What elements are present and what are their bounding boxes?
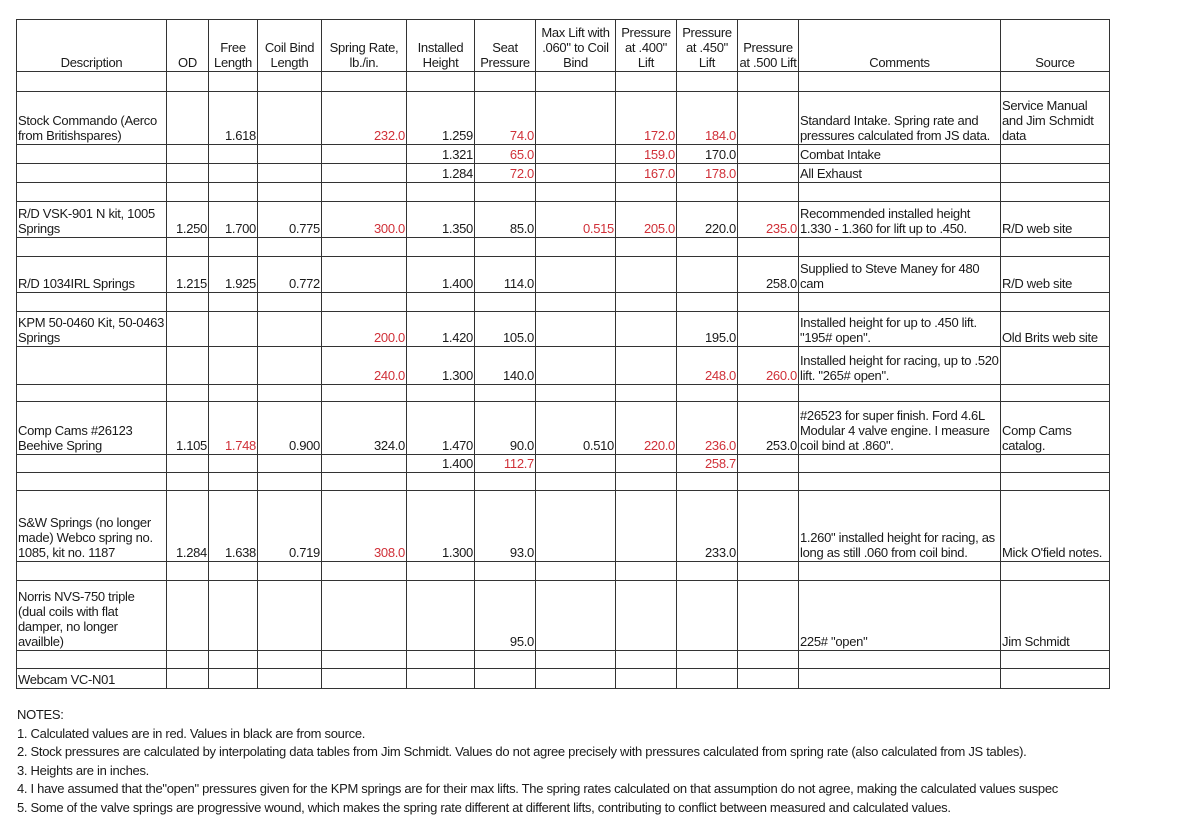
cell-pressure-450: 178.0	[677, 164, 738, 183]
cell-pressure-400	[616, 347, 677, 385]
cell-free-length	[209, 669, 258, 689]
cell-pressure-450	[677, 669, 738, 689]
cell-pressure-400	[616, 455, 677, 473]
cell-source: Mick O'field notes.	[1001, 491, 1110, 562]
cell-description: R/D 1034IRL Springs	[17, 257, 167, 293]
cell-pressure-500	[738, 312, 799, 347]
note-item: 4. I have assumed that the"open" pressures given for the KPM springs are for their max lifts. The spring rates calculated on that assumption do not agree, making the calculated values suspec	[17, 781, 1058, 796]
cell-od: 1.215	[167, 257, 209, 293]
spacer-row	[17, 183, 1110, 202]
cell-od	[167, 455, 209, 473]
cell-seat-pressure: 90.0	[475, 402, 536, 455]
cell-pressure-400	[616, 257, 677, 293]
cell-comments: Recommended installed height 1.330 - 1.360 for lift up to .450.	[799, 202, 1001, 238]
header-seat-pressure: Seat Pressure	[475, 20, 536, 72]
notes-title: NOTES:	[17, 707, 64, 722]
cell-max-lift	[536, 145, 616, 164]
cell-free-length: 1.925	[209, 257, 258, 293]
cell-max-lift	[536, 92, 616, 145]
table-row	[17, 145, 1110, 164]
cell-max-lift	[536, 257, 616, 293]
cell-free-length: 1.748	[209, 402, 258, 455]
cell-coil-bind	[258, 581, 322, 651]
cell-seat-pressure: 93.0	[475, 491, 536, 562]
cell-description: S&W Springs (no longer made) Webco spring no. 1085, kit no. 1187	[17, 491, 167, 562]
cell-free-length	[209, 145, 258, 164]
cell-pressure-500	[738, 669, 799, 689]
cell-description	[17, 347, 167, 385]
cell-spring-rate	[322, 581, 407, 651]
cell-comments: All Exhaust	[799, 164, 1001, 183]
cell-pressure-450: 170.0	[677, 145, 738, 164]
cell-description	[17, 455, 167, 473]
cell-source	[1001, 669, 1110, 689]
cell-free-length	[209, 347, 258, 385]
cell-source	[1001, 455, 1110, 473]
cell-description: Comp Cams #26123 Beehive Spring	[17, 402, 167, 455]
cell-comments: Combat Intake	[799, 145, 1001, 164]
header-row	[17, 20, 1110, 72]
cell-source	[1001, 145, 1110, 164]
table-row	[17, 491, 1110, 562]
header-installed-height: Installed Height	[407, 20, 475, 72]
table-row	[17, 402, 1110, 455]
cell-spring-rate	[322, 669, 407, 689]
cell-pressure-400: 159.0	[616, 145, 677, 164]
cell-description: Webcam VC-N01	[17, 669, 167, 689]
cell-max-lift	[536, 455, 616, 473]
cell-pressure-400	[616, 312, 677, 347]
cell-coil-bind	[258, 145, 322, 164]
cell-source: Old Brits web site	[1001, 312, 1110, 347]
cell-comments: Standard Intake. Spring rate and pressures calculated from JS data.	[799, 92, 1001, 145]
cell-comments: Installed height for racing, up to .520 lift. "265# open".	[799, 347, 1001, 385]
spacer-row	[17, 385, 1110, 402]
cell-description: Norris NVS-750 triple (dual coils with flat damper, no longer availble)	[17, 581, 167, 651]
cell-comments: Installed height for up to .450 lift. "195# open".	[799, 312, 1001, 347]
cell-coil-bind	[258, 312, 322, 347]
cell-source: Comp Cams catalog.	[1001, 402, 1110, 455]
cell-installed-height: 1.400	[407, 455, 475, 473]
table-row	[17, 92, 1110, 145]
cell-description: KPM 50-0460 Kit, 50-0463 Springs	[17, 312, 167, 347]
cell-source	[1001, 164, 1110, 183]
cell-pressure-400: 205.0	[616, 202, 677, 238]
cell-spring-rate: 324.0	[322, 402, 407, 455]
header-pressure-500: Pressure at .500 Lift	[738, 20, 799, 72]
cell-coil-bind	[258, 92, 322, 145]
cell-coil-bind	[258, 164, 322, 183]
header-description: Description	[17, 20, 167, 72]
cell-spring-rate: 240.0	[322, 347, 407, 385]
cell-seat-pressure: 74.0	[475, 92, 536, 145]
spacer-row	[17, 473, 1110, 491]
note-item: 1. Calculated values are in red. Values in black are from source.	[17, 725, 366, 741]
header-spring-rate: Spring Rate, lb./in.	[322, 20, 407, 72]
cell-pressure-500	[738, 581, 799, 651]
header-coil-bind-length: Coil Bind Length	[258, 20, 322, 72]
cell-spring-rate: 300.0	[322, 202, 407, 238]
cell-installed-height: 1.284	[407, 164, 475, 183]
cell-pressure-500	[738, 92, 799, 145]
cell-spring-rate: 232.0	[322, 92, 407, 145]
cell-spring-rate	[322, 145, 407, 164]
table-row	[17, 257, 1110, 293]
cell-description	[17, 164, 167, 183]
cell-pressure-450	[677, 257, 738, 293]
cell-seat-pressure: 72.0	[475, 164, 536, 183]
cell-od: 1.284	[167, 491, 209, 562]
cell-comments: 1.260" installed height for racing, as long as still .060 from coil bind.	[799, 491, 1001, 562]
cell-od	[167, 164, 209, 183]
cell-pressure-400	[616, 669, 677, 689]
spacer-row	[17, 72, 1110, 92]
cell-seat-pressure: 85.0	[475, 202, 536, 238]
cell-od	[167, 669, 209, 689]
cell-spring-rate: 200.0	[322, 312, 407, 347]
cell-seat-pressure	[475, 669, 536, 689]
cell-coil-bind	[258, 669, 322, 689]
note-item: 5. Some of the valve springs are progressive wound, which makes the spring rate different at different lifts, contributing to conflict between measured and calculated values.	[17, 799, 951, 815]
cell-max-lift: 0.515	[536, 202, 616, 238]
cell-source: R/D web site	[1001, 202, 1110, 238]
cell-spring-rate	[322, 455, 407, 473]
cell-installed-height: 1.321	[407, 145, 475, 164]
cell-free-length	[209, 164, 258, 183]
cell-od: 1.105	[167, 402, 209, 455]
cell-installed-height: 1.300	[407, 491, 475, 562]
cell-max-lift	[536, 347, 616, 385]
table-row	[17, 164, 1110, 183]
cell-spring-rate	[322, 257, 407, 293]
cell-coil-bind: 0.900	[258, 402, 322, 455]
cell-comments: #26523 for super finish. Ford 4.6L Modular 4 valve engine. I measure coil bind at .860".	[799, 402, 1001, 455]
cell-installed-height: 1.350	[407, 202, 475, 238]
cell-pressure-450	[677, 581, 738, 651]
table-row	[17, 669, 1110, 689]
cell-seat-pressure: 105.0	[475, 312, 536, 347]
cell-pressure-400	[616, 581, 677, 651]
cell-installed-height: 1.300	[407, 347, 475, 385]
notes-section	[17, 706, 1058, 817]
header-pressure-450: Pressure at .450" Lift	[677, 20, 738, 72]
cell-od	[167, 312, 209, 347]
cell-pressure-500	[738, 491, 799, 562]
cell-coil-bind	[258, 455, 322, 473]
cell-pressure-450: 233.0	[677, 491, 738, 562]
cell-source: R/D web site	[1001, 257, 1110, 293]
cell-pressure-500	[738, 145, 799, 164]
cell-max-lift	[536, 312, 616, 347]
cell-seat-pressure: 140.0	[475, 347, 536, 385]
cell-comments	[799, 455, 1001, 473]
cell-comments: Supplied to Steve Maney for 480 cam	[799, 257, 1001, 293]
cell-coil-bind	[258, 347, 322, 385]
cell-source: Jim Schmidt	[1001, 581, 1110, 651]
cell-description: Stock Commando (Aerco from Britishspares)	[17, 92, 167, 145]
cell-max-lift	[536, 669, 616, 689]
cell-pressure-400: 167.0	[616, 164, 677, 183]
cell-pressure-450: 248.0	[677, 347, 738, 385]
table-row	[17, 202, 1110, 238]
cell-seat-pressure: 65.0	[475, 145, 536, 164]
spacer-row	[17, 293, 1110, 312]
note-item: 3. Heights are in inches.	[17, 762, 149, 778]
spacer-row	[17, 238, 1110, 257]
cell-seat-pressure: 95.0	[475, 581, 536, 651]
cell-installed-height: 1.259	[407, 92, 475, 145]
valve-spring-table	[16, 19, 1110, 689]
cell-pressure-400: 172.0	[616, 92, 677, 145]
cell-pressure-400: 220.0	[616, 402, 677, 455]
cell-free-length: 1.700	[209, 202, 258, 238]
cell-free-length	[209, 455, 258, 473]
cell-pressure-500	[738, 455, 799, 473]
header-free-length: Free Length	[209, 20, 258, 72]
note-item: 2. Stock pressures are calculated by interpolating data tables from Jim Schmidt. Values do not agree precisely with pressures calculated from spring rate (also calculated from JS tables).	[17, 744, 1027, 759]
header-max-lift: Max Lift with .060" to Coil Bind	[536, 20, 616, 72]
cell-max-lift	[536, 164, 616, 183]
cell-installed-height: 1.470	[407, 402, 475, 455]
cell-od	[167, 145, 209, 164]
cell-pressure-500: 260.0	[738, 347, 799, 385]
cell-free-length	[209, 581, 258, 651]
cell-coil-bind: 0.772	[258, 257, 322, 293]
cell-seat-pressure: 114.0	[475, 257, 536, 293]
cell-pressure-500: 235.0	[738, 202, 799, 238]
cell-installed-height	[407, 669, 475, 689]
cell-pressure-500: 258.0	[738, 257, 799, 293]
spacer-row	[17, 651, 1110, 669]
cell-coil-bind: 0.719	[258, 491, 322, 562]
cell-source: Service Manual and Jim Schmidt data	[1001, 92, 1110, 145]
cell-comments	[799, 669, 1001, 689]
cell-pressure-500: 253.0	[738, 402, 799, 455]
cell-pressure-450: 258.7	[677, 455, 738, 473]
cell-max-lift	[536, 581, 616, 651]
table-row	[17, 347, 1110, 385]
cell-free-length: 1.638	[209, 491, 258, 562]
cell-spring-rate	[322, 164, 407, 183]
cell-coil-bind: 0.775	[258, 202, 322, 238]
cell-od: 1.250	[167, 202, 209, 238]
header-od: OD	[167, 20, 209, 72]
cell-pressure-450: 184.0	[677, 92, 738, 145]
header-source: Source	[1001, 20, 1110, 72]
cell-free-length	[209, 312, 258, 347]
cell-free-length: 1.618	[209, 92, 258, 145]
cell-pressure-400	[616, 491, 677, 562]
cell-seat-pressure: 112.7	[475, 455, 536, 473]
cell-pressure-450: 236.0	[677, 402, 738, 455]
cell-pressure-500	[738, 164, 799, 183]
cell-spring-rate: 308.0	[322, 491, 407, 562]
cell-installed-height: 1.400	[407, 257, 475, 293]
cell-pressure-450: 195.0	[677, 312, 738, 347]
cell-installed-height	[407, 581, 475, 651]
cell-source	[1001, 347, 1110, 385]
header-pressure-400: Pressure at .400" Lift	[616, 20, 677, 72]
cell-description	[17, 145, 167, 164]
table-row	[17, 455, 1110, 473]
cell-installed-height: 1.420	[407, 312, 475, 347]
cell-pressure-450: 220.0	[677, 202, 738, 238]
cell-max-lift: 0.510	[536, 402, 616, 455]
cell-od	[167, 347, 209, 385]
table-row	[17, 581, 1110, 651]
header-comments: Comments	[799, 20, 1001, 72]
cell-od	[167, 92, 209, 145]
table-row	[17, 312, 1110, 347]
cell-comments: 225# "open"	[799, 581, 1001, 651]
cell-od	[167, 581, 209, 651]
cell-description: R/D VSK-901 N kit, 1005 Springs	[17, 202, 167, 238]
spacer-row	[17, 562, 1110, 581]
cell-max-lift	[536, 491, 616, 562]
